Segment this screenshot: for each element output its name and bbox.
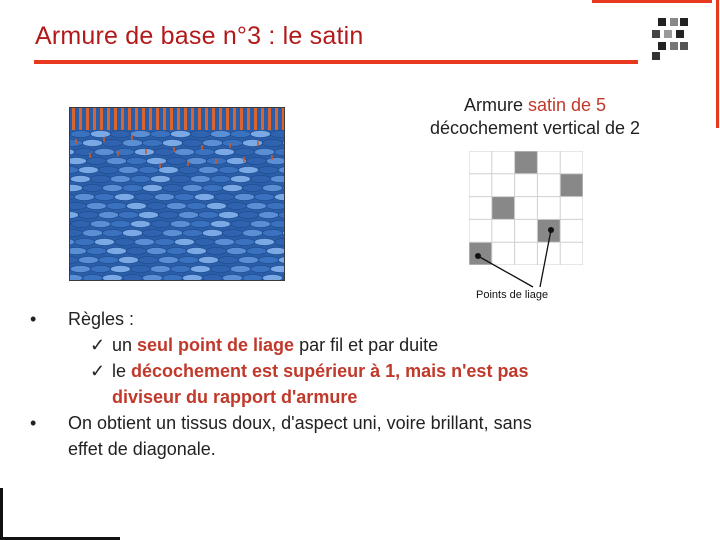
- leader-line-left: [478, 256, 533, 287]
- rule-2-highlight: décochement est supérieur à 1, mais n'est pas: [131, 361, 529, 381]
- rule-1-text: [112, 332, 438, 358]
- rule-2-continuation: [112, 384, 357, 410]
- bullet-icon: •: [30, 309, 37, 329]
- rule-1-highlight: seul point de liage: [137, 335, 295, 355]
- conclusion-line-1: On obtient un tissus doux, d'aspect uni, voire brillant, sans: [68, 413, 532, 433]
- rule-2-highlight-cont: diviseur du rapport d'armure: [112, 387, 358, 407]
- bullet-icon: •: [30, 413, 37, 433]
- caption-highlight: satin de 5: [527, 95, 607, 115]
- caption-prefix: Armure: [463, 95, 528, 115]
- binding-point-marker: [475, 253, 481, 259]
- check-icon: ✓: [90, 335, 106, 355]
- rule-2-prefix: le: [112, 361, 132, 381]
- binding-point-marker: [548, 227, 554, 233]
- rule-2-text: [112, 358, 528, 384]
- rule-1-prefix: un: [112, 335, 138, 355]
- rules-heading: Règles :: [68, 309, 135, 329]
- binding-points-label: Points de liage: [476, 289, 549, 301]
- check-icon: ✓: [90, 361, 106, 381]
- rule-1-suffix: par fil et par duite: [294, 335, 439, 355]
- slide-title: Armure de base n°3 : le satin: [35, 22, 364, 50]
- caption-line-2: décochement vertical de 2: [429, 118, 641, 138]
- leader-line-right: [540, 230, 551, 287]
- conclusion-line-2: effet de diagonale.: [68, 439, 216, 459]
